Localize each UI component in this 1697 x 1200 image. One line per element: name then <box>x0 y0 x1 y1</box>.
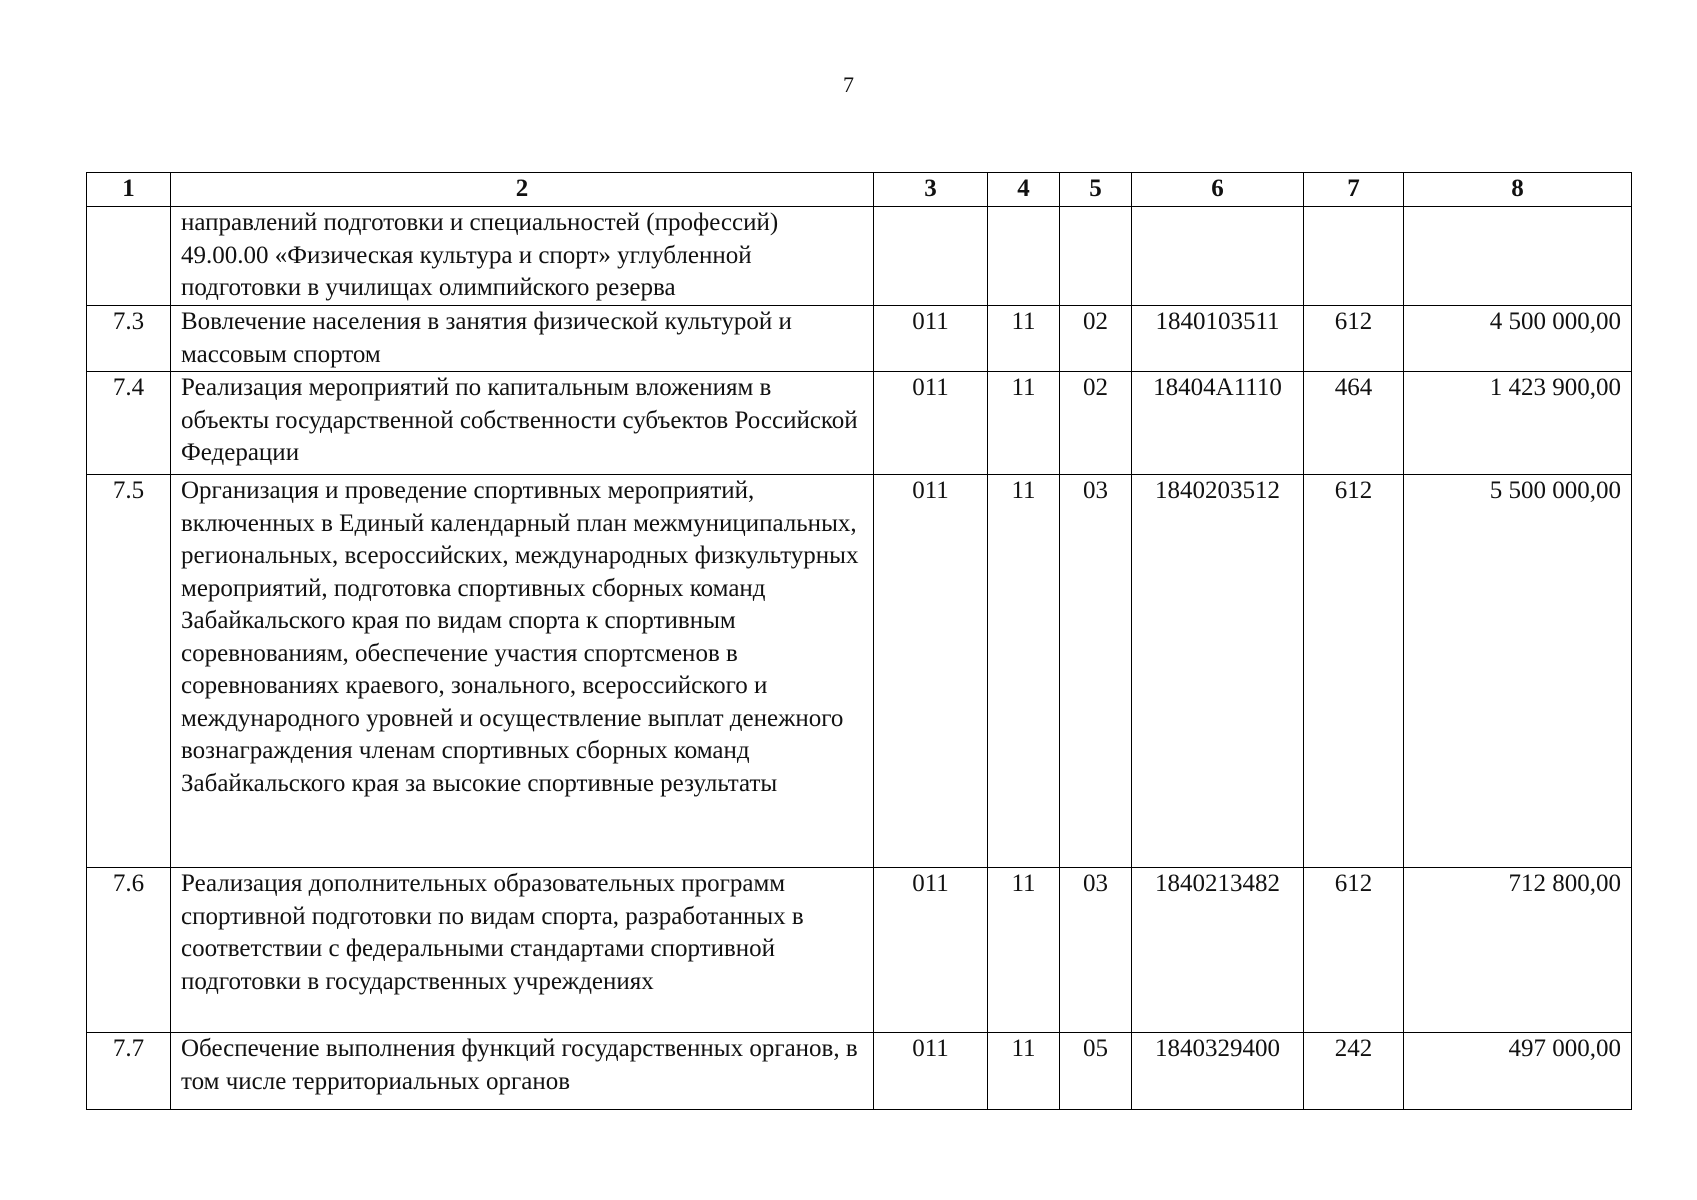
row-name: Вовлечение населения в занятия физической культурой и массовым спортом <box>171 306 874 372</box>
ministry-code: 011 <box>874 306 988 372</box>
ministry-code: 011 <box>874 475 988 868</box>
section-code <box>988 207 1060 306</box>
column-header: 6 <box>1132 173 1304 207</box>
row-name: Реализация дополнительных образовательных программ спортивной подготовки по видам спорта, разработанных в соответствии с федеральными стандартами спортивной подготовки в государственных учреждениях <box>171 868 874 1033</box>
table-row <box>87 306 1632 372</box>
expense-type-code: 242 <box>1304 1033 1404 1110</box>
section-code: 11 <box>988 1033 1060 1110</box>
subsection-code: 02 <box>1060 306 1132 372</box>
expense-type-code: 464 <box>1304 372 1404 475</box>
subsection-code: 03 <box>1060 475 1132 868</box>
expense-type-code <box>1304 207 1404 306</box>
amount <box>1404 207 1632 306</box>
budget-table <box>86 172 1632 1110</box>
section-code: 11 <box>988 372 1060 475</box>
row-number: 7.5 <box>87 475 171 868</box>
section-code: 11 <box>988 475 1060 868</box>
target-item-code <box>1132 207 1304 306</box>
target-item-code: 1840213482 <box>1132 868 1304 1033</box>
table-row <box>87 1033 1632 1110</box>
column-header: 1 <box>87 173 171 207</box>
subsection-code: 02 <box>1060 372 1132 475</box>
row-number: 7.6 <box>87 868 171 1033</box>
section-code: 11 <box>988 868 1060 1033</box>
subsection-code <box>1060 207 1132 306</box>
expense-type-code: 612 <box>1304 306 1404 372</box>
row-name: Организация и проведение спортивных мероприятий, включенных в Единый календарный план межмуниципальных, региональных, всероссийских, международных физкультурных мероприятий, подготовка спортивных сборных команд Забайкальского края по видам спорта к спортивным соревнованиям, обеспечение участия спортсменов в соревнованиях краевого, зонального, всероссийского и международного уровней и осуществление выплат денежного вознаграждения членам спортивных сборных команд Забайкальского края за высокие спортивные результаты <box>171 475 874 868</box>
ministry-code: 011 <box>874 868 988 1033</box>
column-header: 8 <box>1404 173 1632 207</box>
table-row <box>87 868 1632 1033</box>
table-row <box>87 207 1632 306</box>
target-item-code: 1840203512 <box>1132 475 1304 868</box>
target-item-code: 1840103511 <box>1132 306 1304 372</box>
row-number: 7.3 <box>87 306 171 372</box>
expense-type-code: 612 <box>1304 475 1404 868</box>
column-header: 4 <box>988 173 1060 207</box>
row-name: Реализация мероприятий по капитальным вложениям в объекты государственной собственности субъектов Российской Федерации <box>171 372 874 475</box>
row-number: 7.4 <box>87 372 171 475</box>
amount: 1 423 900,00 <box>1404 372 1632 475</box>
subsection-code: 03 <box>1060 868 1132 1033</box>
ministry-code: 011 <box>874 372 988 475</box>
row-name: Обеспечение выполнения функций государственных органов, в том числе территориальных органов <box>171 1033 874 1110</box>
section-code: 11 <box>988 306 1060 372</box>
column-header: 7 <box>1304 173 1404 207</box>
amount: 5 500 000,00 <box>1404 475 1632 868</box>
amount: 712 800,00 <box>1404 868 1632 1033</box>
ministry-code <box>874 207 988 306</box>
table-row <box>87 372 1632 475</box>
amount: 4 500 000,00 <box>1404 306 1632 372</box>
row-number: 7.7 <box>87 1033 171 1110</box>
target-item-code: 18404А1110 <box>1132 372 1304 475</box>
column-header: 3 <box>874 173 988 207</box>
ministry-code: 011 <box>874 1033 988 1110</box>
target-item-code: 1840329400 <box>1132 1033 1304 1110</box>
column-header: 5 <box>1060 173 1132 207</box>
expense-type-code: 612 <box>1304 868 1404 1033</box>
amount: 497 000,00 <box>1404 1033 1632 1110</box>
table-row <box>87 475 1632 868</box>
subsection-code: 05 <box>1060 1033 1132 1110</box>
page-number: 7 <box>843 72 854 97</box>
row-name: направлений подготовки и специальностей (профессий) 49.00.00 «Физическая культура и спорт» углубленной подготовки в училищах олимпийского резерва <box>171 207 874 306</box>
row-number <box>87 207 171 306</box>
table-header-row <box>87 173 1632 207</box>
column-header: 2 <box>171 173 874 207</box>
